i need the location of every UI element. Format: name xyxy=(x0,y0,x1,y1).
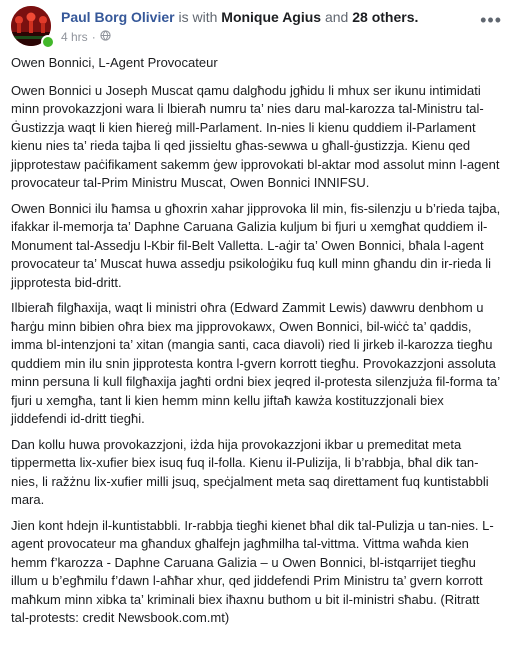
post-paragraph: Owen Bonnici ilu ħamsa u għoxrin xahar jipprovoka lil min, fis-silenzju u b’rieda tajba, ifakkar il-memorja ta’ Daphne Caruana Galizia kuljum bi fjuri u xemgħat quddiem il-Monument tal-Assedju l-Kbir fil-Belt Valletta. L-aġir ta’ Owen Bonnici, bħala l-agent provocateur ta’ Muscat huwa assedju psikoloġiku fuq kull minn għandu din ir-rieda li jipprotesta bid-dritt. xyxy=(11,200,501,290)
post-paragraph: Owen Bonnici u Joseph Muscat qamu dalgħodu jgħidu li mhux ser ikunu intimidati minn provokazzjoni wara li lbieraħ numru ta’ nies daru mal-karozza tal-Ministru tal-Ġustizzja waqt li kien ħiereġ mill-Parlament. In-nies li kienu quddiem il-Parlament kienu nies ta’ rieda tajba li qed jissieltu għas-sewwa u għall-ġustizzja. Kienu qed jipprotestaw paċifikament sakemm ġew ipprovokati bl-aktar mod assolut minn l-agent provocateur tal-Prim Ministru Muscat, Owen Bonnici INNIFSU. xyxy=(11,82,500,190)
post-paragraph: Jien kont hdejn il-kuntistabbli. Ir-rabbja tiegħi kienet bħal dik tal-Pulizja u tan-nies. L-agent provocateur ma għandux għalfejn jagħmilha tal-vittma. Vittma waħda kien hemm f’karozza - Daphne Caruana Galizia – u Owen Bonnici, bl-istqarrijet tiegħu illum u b’egħmilu f’dawn l-aħħar xhur, qed jiddefendi Prim Ministru ta’ gvern korrott maħkum minn xibka ta’ kriminali biex iħaxnu buthom u bit il-ministri sħabu. (Ritratt tal-protests: credit Newsbook.com.mt) xyxy=(11,517,494,625)
post-title-paragraph: Owen Bonnici, L-Agent Provocateur xyxy=(11,55,218,70)
post-timestamp[interactable]: 4 hrs xyxy=(61,30,88,44)
tagged-person-link[interactable]: Monique Agius xyxy=(221,9,322,25)
online-status-dot xyxy=(41,35,55,49)
globe-icon[interactable] xyxy=(100,30,111,44)
tagged-others-link[interactable]: 28 others. xyxy=(352,9,419,25)
with-text: is with xyxy=(178,9,218,25)
more-options-icon[interactable]: ••• xyxy=(480,10,502,30)
author-name-link[interactable]: Paul Borg Olivier xyxy=(61,9,175,25)
post-header xyxy=(0,0,510,52)
post-paragraph: Ilbieraħ filgħaxija, waqt li ministri oħra (Edward Zammit Lewis) dawwru denbhom u ħarġu minn bibien oħra biex ma jipprovokawx, Owen Bonnici, bil-wiċċ ta’ qaddis, imma bl-intenzjoni ta’ xitan (mangia santi, caca diavoli) ried li jirkeb il-karozza tiegħu quddiem min ilu snin jipprotesta kontra l-gvern korrott tiegħu. Provokazzjoni assoluta minn persuna li kull filgħaxija jagħti ordni biex jeqred il-protesta silenzjuża fil-forma ta’ fjuri u xemgħa, tant li kien hemm minn kellu jiftaħ kawża kostituzzjonali biex jiddefendi id-dritt tiegħi. xyxy=(11,300,500,426)
author-line xyxy=(61,9,418,25)
post-meta xyxy=(61,30,111,44)
meta-separator: · xyxy=(91,30,96,44)
post-body xyxy=(11,54,501,635)
and-text: and xyxy=(324,9,349,25)
post-paragraph: Dan kollu huwa provokazzjoni, iżda hija provokazzjoni ikbar u premeditat meta tippermetta lix-xufier biex isuq fuq il-folla. Kienu il-Pulizija, li b’rabbja, bħal dik tan-nies, li ražżnu lix-xufier milli jsuq, speċjalment meta saq direttament fuq kuntistabbli mara. xyxy=(11,436,489,507)
